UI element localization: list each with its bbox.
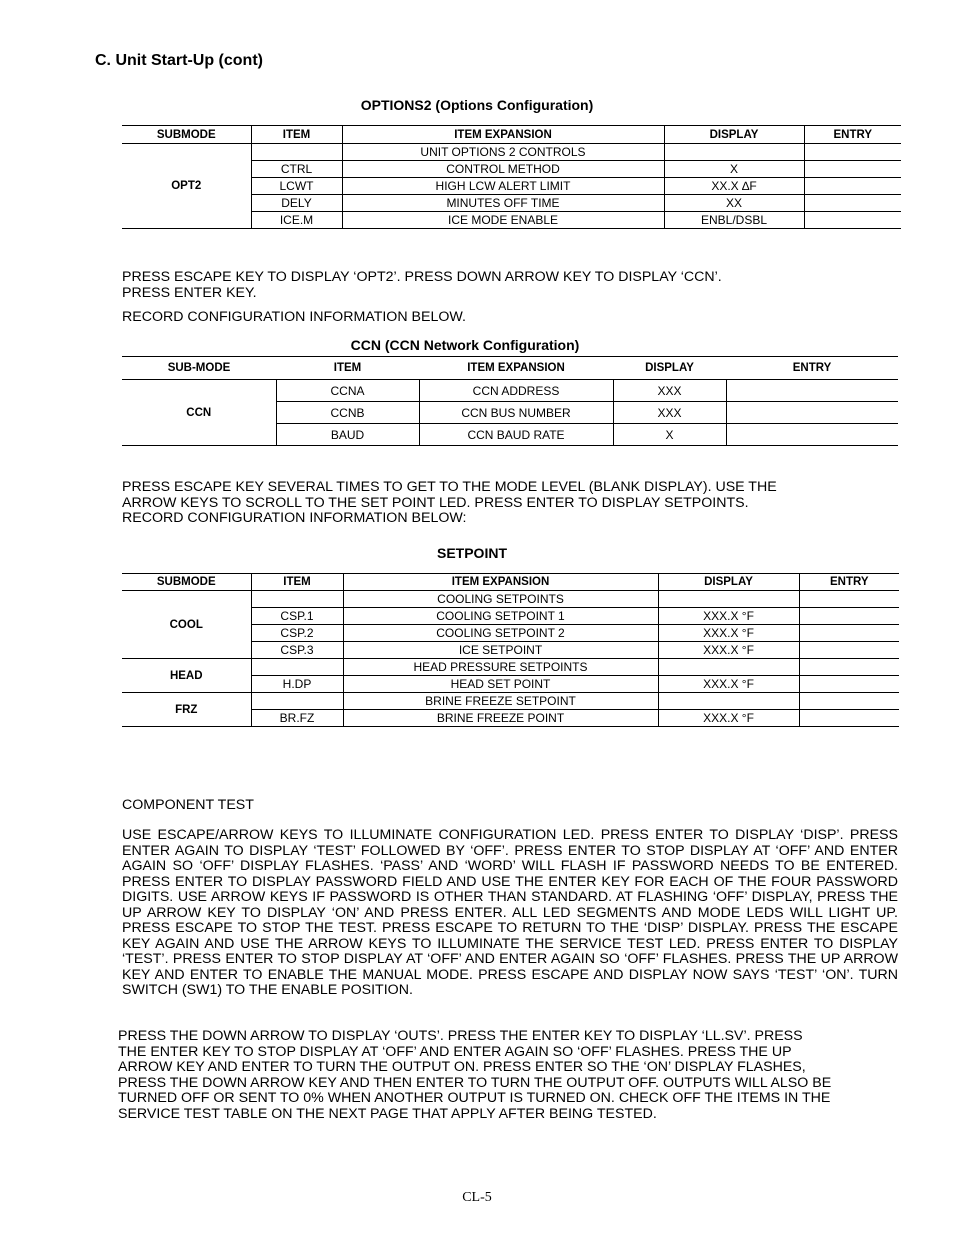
item-cell: CTRL [251,161,342,178]
entry-cell [804,212,901,229]
submode-cell: OPT2 [122,144,251,229]
item-cell: ICE.M [251,212,342,229]
table-row [122,659,899,676]
outputs-line: THE ENTER KEY TO STOP DISPLAY AT ‘OFF’ AND ENTER AGAIN SO ‘OFF’ FLASHES. PRESS THE UP [118,1043,792,1060]
instruction-setpoints [122,480,777,527]
item-cell: DELY [251,195,342,212]
header-item-expansion: ITEM EXPANSION [343,574,658,591]
item-expansion-cell: COOLING SETPOINT 2 [343,625,658,642]
component-test-body: USE ESCAPE/ARROW KEYS TO ILLUMINATE CONFIGURATION LED. PRESS ENTER TO DISPLAY ‘DISP’. PRESS ENTER AGAIN TO DISPLAY ‘TEST’ FOLLOWED BY ‘OFF’. PRESS ENTER TO STOP DISPLAY AT ‘OFF’ AND ENTER AGAIN SO ‘OFF’ DISPLAY FLASHES. ‘PASS’ AND ‘WORD’ WILL FLASH IF PASSWORD NEEDS TO BE ENTERED. PRESS ENTER TO DISPLAY PASSWORD FIELD AND USE THE ENTER KEY FOR EACH OF THE FOUR PASSWORD DIGITS. USE ARROW KEYS IF PASSWORD IS OTHER THAN STANDARD. AT FLASHING ‘OFF’ DISPLAY, PRESS THE UP ARROW KEY TO DISPLAY ‘ON’ AND PRESS ENTER. ALL LED SEGMENTS AND MODE LEDS WILL LIGHT UP. PRESS ESCAPE TO STOP THE TEST. PRESS ESCAPE TO RETURN TO THE ‘DISP’ DISPLAY. PRESS THE ESCAPE KEY AGAIN AND USE THE ARROW KEYS TO ILLUMINATE THE SERVICE TEST LED. PRESS ENTER TO DISPLAY ‘TEST’. PRESS ENTER TO STOP DISPLAY AT ‘OFF’ AND ENTER AGAIN SO ‘OFF’ FLASHES. PRESS THE UP ARROW KEY AND ENTER TO ENABLE THE MANUAL MODE. PRESS ESCAPE AND DISPLAY NOW SAYS ‘TEST’ ‘ON’. TURN SWITCH (SW1) TO THE ENABLE POSITION. [122,827,898,998]
table-row [122,144,901,161]
display-cell: XX.X ∆F [664,178,804,195]
instruction-line: PRESS ESCAPE KEY TO DISPLAY ‘OPT2’. PRESS DOWN ARROW KEY TO DISPLAY ‘CCN’. [122,269,722,285]
header-submode: SUB-MODE [122,357,276,380]
item-cell: CSP.1 [251,608,343,625]
item-expansion-cell: HEAD SET POINT [343,676,658,693]
item-cell: BAUD [276,424,419,446]
item-cell [251,693,343,710]
display-cell: XXX.X °F [658,676,799,693]
header-submode: SUBMODE [122,574,251,591]
header-entry: ENTRY [799,574,899,591]
submode-cell: HEAD [122,659,251,693]
header-display: DISPLAY [658,574,799,591]
section-title: C. Unit Start-Up (cont) [95,52,263,69]
item-cell: BR.FZ [251,710,343,727]
instruction-line: ARROW KEYS TO SCROLL TO THE SET POINT LED. PRESS ENTER TO DISPLAY SETPOINTS. [122,494,749,511]
table-row [122,693,899,710]
item-expansion-cell: CCN ADDRESS [419,380,613,402]
outputs-instructions [118,1029,831,1122]
header-submode: SUBMODE [122,126,251,144]
item-cell [251,591,343,608]
display-cell: XXX.X °F [658,710,799,727]
options2-table [122,125,901,229]
header-entry: ENTRY [726,357,898,380]
display-cell: XXX.X °F [658,625,799,642]
entry-cell [799,625,899,642]
entry-cell [799,591,899,608]
item-expansion-cell: UNIT OPTIONS 2 CONTROLS [342,144,664,161]
item-expansion-cell: CCN BAUD RATE [419,424,613,446]
table-row [122,380,898,402]
entry-cell [799,693,899,710]
header-entry: ENTRY [804,126,901,144]
submode-cell: COOL [122,591,251,659]
display-cell: XXX [613,402,726,424]
display-cell [664,144,804,161]
header-display: DISPLAY [664,126,804,144]
component-test-heading: COMPONENT TEST [122,797,254,813]
display-cell: XX [664,195,804,212]
entry-cell [799,676,899,693]
display-cell [658,591,799,608]
entry-cell [726,402,898,424]
table-row [122,591,899,608]
item-cell: LCWT [251,178,342,195]
display-cell: XXX [613,380,726,402]
display-cell: ENBL/DSBL [664,212,804,229]
item-expansion-cell: BRINE FREEZE SETPOINT [343,693,658,710]
item-cell: CCNA [276,380,419,402]
display-cell [658,693,799,710]
item-cell [251,659,343,676]
item-cell: CCNB [276,402,419,424]
header-item-expansion: ITEM EXPANSION [419,357,613,380]
entry-cell [799,710,899,727]
header-item: ITEM [251,574,343,591]
options2-caption: OPTIONS2 (Options Configuration) [360,97,594,113]
item-cell [251,144,342,161]
item-expansion-cell: ICE MODE ENABLE [342,212,664,229]
submode-cell: FRZ [122,693,251,727]
page-number: CL-5 [462,1190,492,1205]
header-item-expansion: ITEM EXPANSION [342,126,664,144]
display-cell: XXX.X °F [658,608,799,625]
item-expansion-cell: ICE SETPOINT [343,642,658,659]
display-cell: X [613,424,726,446]
item-expansion-cell: COOLING SETPOINTS [343,591,658,608]
entry-cell [799,659,899,676]
item-cell: CSP.3 [251,642,343,659]
header-item: ITEM [251,126,342,144]
display-cell: X [664,161,804,178]
entry-cell [804,178,901,195]
entry-cell [799,608,899,625]
instruction-line: PRESS ENTER KEY. [122,284,257,301]
item-expansion-cell: HIGH LCW ALERT LIMIT [342,178,664,195]
entry-cell [804,144,901,161]
item-expansion-cell: COOLING SETPOINT 1 [343,608,658,625]
item-expansion-cell: CONTROL METHOD [342,161,664,178]
item-expansion-cell: BRINE FREEZE POINT [343,710,658,727]
outputs-line: PRESS THE DOWN ARROW TO DISPLAY ‘OUTS’. PRESS THE ENTER KEY TO DISPLAY ‘LL.SV’. PRESS [118,1028,803,1044]
entry-cell [804,195,901,212]
item-expansion-cell: HEAD PRESSURE SETPOINTS [343,659,658,676]
record-instruction: RECORD CONFIGURATION INFORMATION BELOW. [122,309,466,325]
item-expansion-cell: CCN BUS NUMBER [419,402,613,424]
entry-cell [726,380,898,402]
entry-cell [804,161,901,178]
outputs-line: ARROW KEY AND ENTER TO TURN THE OUTPUT ON. PRESS ENTER SO THE ‘ON’ DISPLAY FLASHES, [118,1059,806,1075]
item-cell: CSP.2 [251,625,343,642]
outputs-line: SERVICE TEST TABLE ON THE NEXT PAGE THAT APPLY AFTER BEING TESTED. [118,1105,657,1122]
instruction-line: RECORD CONFIGURATION INFORMATION BELOW: [122,510,467,526]
ccn-table [122,356,898,446]
entry-cell [726,424,898,446]
display-cell: XXX.X °F [658,642,799,659]
entry-cell [799,642,899,659]
submode-cell: CCN [122,380,276,446]
display-cell [658,659,799,676]
instruction-opt2 [122,270,722,301]
outputs-line: PRESS THE DOWN ARROW KEY AND THEN ENTER TO TURN THE OUTPUT OFF. OUTPUTS WILL ALSO BE [118,1074,832,1091]
ccn-caption: CCN (CCN Network Configuration) [350,337,580,353]
header-display: DISPLAY [613,357,726,380]
header-item: ITEM [276,357,419,380]
item-expansion-cell: MINUTES OFF TIME [342,195,664,212]
setpoint-caption: SETPOINT [436,545,507,561]
setpoint-table [122,573,899,727]
outputs-line: TURNED OFF OR SENT TO 0% WHEN ANOTHER OUTPUT IS TURNED ON. CHECK OFF THE ITEMS IN THE [118,1090,831,1106]
item-cell: H.DP [251,676,343,693]
instruction-line: PRESS ESCAPE KEY SEVERAL TIMES TO GET TO THE MODE LEVEL (BLANK DISPLAY). USE THE [122,479,777,495]
